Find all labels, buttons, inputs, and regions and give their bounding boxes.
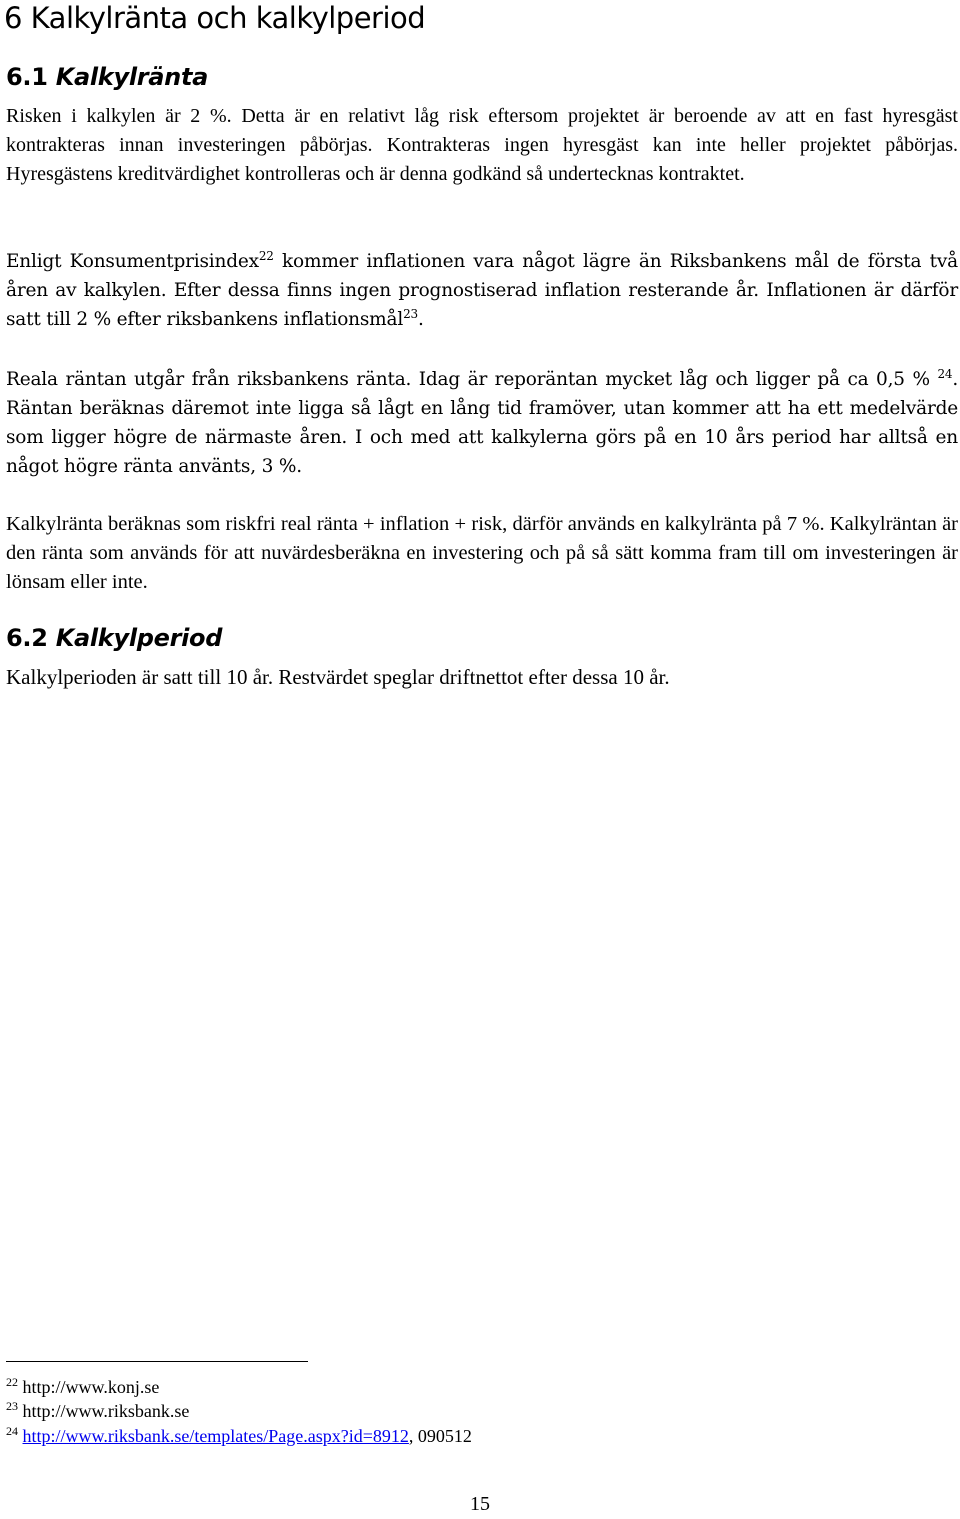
section-title: Kalkylränta	[55, 63, 209, 91]
inflation-text-1: Enligt Konsumentprisindex	[6, 251, 259, 272]
paragraph-calc-rate: Kalkylränta beräknas som riskfri real ränta + inflation + risk, därför används en kalkylränta på 7 %. Kalkylräntan är den ränta som används för att nuvärdesberäkna en investering och på så sätt komma fram till om investeringen är lönsam eller inte.	[6, 513, 958, 593]
footnote-24	[6, 1424, 472, 1448]
real-rate-text-1: Reala räntan utgår från riksbankens ränta. Idag är reporäntan mycket låg och ligger på ca 0,5 %	[6, 369, 938, 390]
inflation-text-3: .	[417, 309, 424, 330]
paragraph-inflation	[6, 247, 958, 334]
section-number: 6.2	[6, 624, 48, 652]
footnote-number: 23	[6, 1399, 18, 1413]
footnote-ref-22: 22	[258, 248, 274, 263]
paragraph-period: Kalkylperioden är satt till 10 år. Restvärdet speglar driftnettot efter dessa 10 år.	[6, 665, 670, 689]
footnote-text: http://www.riksbank.se	[22, 1401, 190, 1421]
real-rate-text-2: . Räntan beräknas däremot inte ligga så lågt en lång tid framöver, utan kommer att ha ett medelvärde som ligger högre de närmaste åren. I och med att kalkylerna görs på en 10 års period har alltså en något högre ränta använts, 3 %.	[6, 369, 958, 477]
footnote-separator	[6, 1361, 308, 1362]
section-heading-kalkylranta	[6, 62, 208, 92]
footnote-link[interactable]: http://www.riksbank.se/templates/Page.aspx?id=8912	[22, 1426, 409, 1446]
footnote-22	[6, 1375, 159, 1399]
page-number: 15	[470, 1493, 490, 1515]
chapter-title: 6 Kalkylränta och kalkylperiod	[4, 1, 426, 35]
paragraph-real-rate	[6, 365, 958, 481]
footnote-ref-24: 24	[937, 366, 953, 381]
footnote-suffix: , 090512	[408, 1426, 472, 1446]
inflation-text-2: kommer inflationen vara något lägre än Riksbankens mål de första två åren av kalkylen. Efter dessa finns ingen prognostiserad inflation resterande år. Inflationen är därför satt till 2 % efter riksbankens inflationsmål	[6, 251, 958, 330]
footnote-text: http://www.konj.se	[22, 1377, 160, 1397]
footnote-number: 22	[6, 1375, 18, 1389]
section-number: 6.1	[6, 63, 48, 91]
section-heading-kalkylperiod	[6, 623, 222, 653]
footnote-ref-23: 23	[403, 306, 418, 321]
paragraph-risk: Risken i kalkylen är 2 %. Detta är en relativt låg risk eftersom projektet är beroende av att en fast hyresgäst kontrakteras innan investeringen påbörjas. Kontrakteras ingen hyresgäst kan inte heller projektet påbörjas. Hyresgästens kreditvärdighet kontrolleras och är denna godkänd så undertecknas kontraktet.	[6, 105, 958, 185]
section-title: Kalkylperiod	[55, 624, 223, 652]
footnote-23	[6, 1399, 189, 1423]
footnote-number: 24	[6, 1424, 18, 1438]
